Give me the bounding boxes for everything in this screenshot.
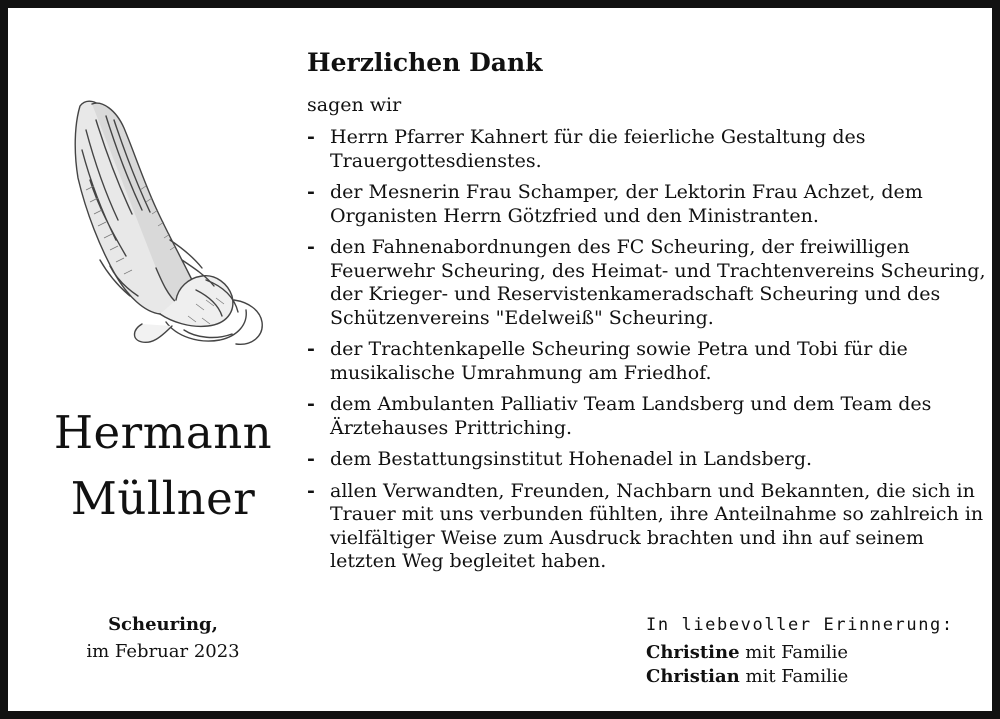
list-item xyxy=(307,236,987,330)
list-item-text: dem Bestattungsinstitut Hohenadel in Landsberg. xyxy=(330,448,813,470)
dash-bullet: - xyxy=(307,479,315,502)
dash-bullet: - xyxy=(307,448,315,470)
signature-line xyxy=(646,666,848,687)
list-item xyxy=(307,393,987,440)
closing-line: In liebevoller Erinnerung: xyxy=(646,615,954,635)
signature-suffix: mit Familie xyxy=(739,642,849,663)
list-item-text: den Fahnenabordnungen des FC Scheuring, der freiwilligen Feuerwehr Scheuring, des Heimat- und Trachtenvereins Scheuring, der Krieger- und Reservistenkameradschaft Scheuring und des Schützenvereins "Edelweiß" Scheuring. xyxy=(330,236,986,329)
list-item-text: allen Verwandten, Freunden, Nachbarn und Bekannten, die sich in Trauer mit uns verbunden fühlten, ihre Anteilnahme so zahlreich in vielfältiger Weise zum Ausdruck brachten und ihn auf seinem letzten Weg begleitet haben. xyxy=(330,479,984,572)
signature-name: Christine xyxy=(646,642,740,663)
signature-suffix: mit Familie xyxy=(739,666,849,687)
list-item-text: der Trachtenkapelle Scheuring sowie Petra und Tobi für die musikalische Umrahmung am Friedhof. xyxy=(330,338,908,384)
dash-bullet: - xyxy=(307,181,315,203)
dash-bullet: - xyxy=(307,236,315,258)
dash-bullet: - xyxy=(307,393,315,415)
place-town: Scheuring, xyxy=(108,614,218,635)
page-title: Herzlichen Dank xyxy=(307,48,543,77)
dash-bullet: - xyxy=(307,126,315,148)
list-item xyxy=(307,126,987,173)
list-item xyxy=(307,448,987,472)
list-item xyxy=(307,181,987,228)
dash-bullet: - xyxy=(307,338,315,360)
signature-name: Christian xyxy=(646,666,740,687)
deceased-first-name: Hermann xyxy=(53,406,273,459)
intro-text: sagen wir xyxy=(307,94,402,116)
thanks-list xyxy=(307,126,987,582)
signature-line xyxy=(646,642,848,663)
list-item xyxy=(307,338,987,385)
praying-hands-icon xyxy=(56,90,278,352)
list-item-text: Herrn Pfarrer Kahnert für die feierliche Gestaltung des Trauergottesdienstes. xyxy=(330,126,866,172)
list-item-text: der Mesnerin Frau Schamper, der Lektorin Frau Achzet, dem Organisten Herrn Götzfried und den Ministranten. xyxy=(330,181,923,227)
list-item xyxy=(307,480,987,574)
deceased-last-name: Müllner xyxy=(70,472,256,525)
place-date: im Februar 2023 xyxy=(86,641,240,662)
list-item-text: dem Ambulanten Palliativ Team Landsberg und dem Team des Ärztehauses Prittriching. xyxy=(330,393,932,439)
